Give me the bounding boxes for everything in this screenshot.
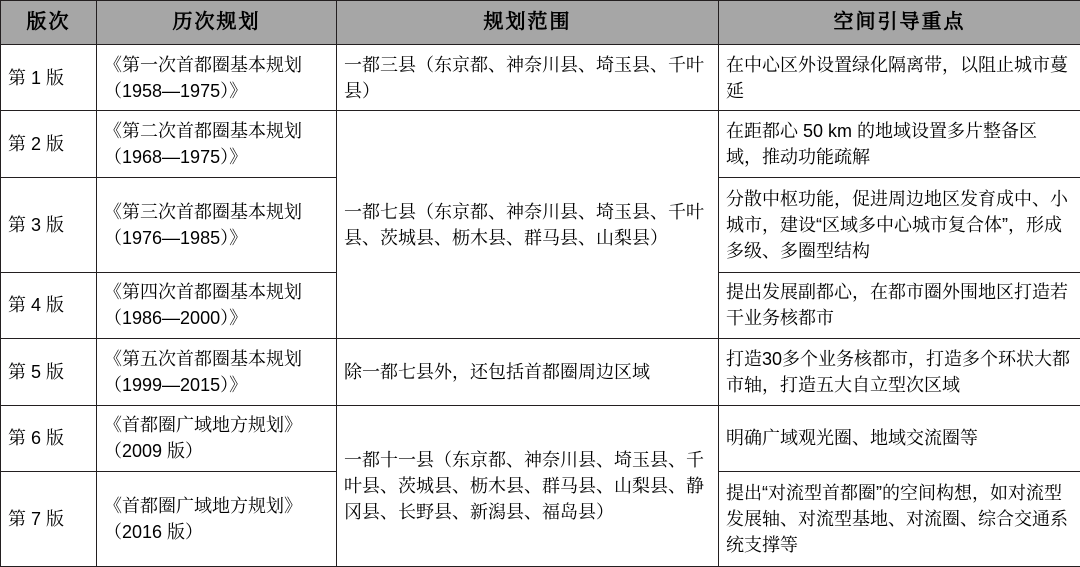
cell-version: 第 3 版 [1, 177, 97, 272]
cell-focus: 明确广域观光圈、地域交流圈等 [719, 405, 1080, 471]
table-body [1, 45, 1080, 567]
cell-version: 第 4 版 [1, 272, 97, 338]
cell-plan: 《第一次首都圈基本规划（1958—1975）》 [97, 45, 337, 111]
cell-plan: 《第二次首都圈基本规划（1968—1975）》 [97, 111, 337, 177]
cell-plan: 《首都圈广域地方规划》（2016 版） [97, 472, 337, 567]
cell-focus: 在中心区外设置绿化隔离带，以阻止城市蔓延 [719, 45, 1080, 111]
cell-focus: 在距都心 50 km 的地域设置多片整备区域，推动功能疏解 [719, 111, 1080, 177]
cell-version: 第 2 版 [1, 111, 97, 177]
cell-plan: 《第五次首都圈基本规划（1999—2015）》 [97, 339, 337, 405]
cell-scope: 一都七县（东京都、神奈川县、埼玉县、千叶县、茨城县、枥木县、群马县、山梨县） [337, 111, 719, 339]
column-header-plan: 历次规划 [97, 1, 337, 45]
table-row [1, 45, 1080, 111]
table-row [1, 111, 1080, 177]
cell-plan: 《第四次首都圈基本规划（1986—2000）》 [97, 272, 337, 338]
cell-version: 第 1 版 [1, 45, 97, 111]
cell-focus: 提出发展副都心，在都市圈外围地区打造若干业务核都市 [719, 272, 1080, 338]
cell-version: 第 6 版 [1, 405, 97, 471]
table-row [1, 339, 1080, 405]
table-header-row [1, 1, 1080, 45]
column-header-focus: 空间引导重点 [719, 1, 1080, 45]
column-header-scope: 规划范围 [337, 1, 719, 45]
table-row [1, 405, 1080, 471]
cell-scope: 一都十一县（东京都、神奈川县、埼玉县、千叶县、茨城县、枥木县、群马县、山梨县、静冈县、长野县、新潟县、福岛县） [337, 405, 719, 566]
cell-focus: 打造30多个业务核都市，打造多个环状大都市轴，打造五大自立型次区域 [719, 339, 1080, 405]
cell-scope: 除一都七县外，还包括首都圈周边区域 [337, 339, 719, 405]
table-header [1, 1, 1080, 45]
cell-plan: 《第三次首都圈基本规划（1976—1985）》 [97, 177, 337, 272]
cell-focus: 提出“对流型首都圈”的空间构想，如对流型发展轴、对流型基地、对流圈、综合交通系统支撑等 [719, 472, 1080, 567]
cell-version: 第 7 版 [1, 472, 97, 567]
cell-version: 第 5 版 [1, 339, 97, 405]
cell-focus: 分散中枢功能，促进周边地区发育成中、小城市，建设“区域多中心城市复合体”，形成多级、多圈型结构 [719, 177, 1080, 272]
cell-plan: 《首都圈广域地方规划》（2009 版） [97, 405, 337, 471]
column-header-version: 版次 [1, 1, 97, 45]
cell-scope: 一都三县（东京都、神奈川县、埼玉县、千叶县） [337, 45, 719, 111]
